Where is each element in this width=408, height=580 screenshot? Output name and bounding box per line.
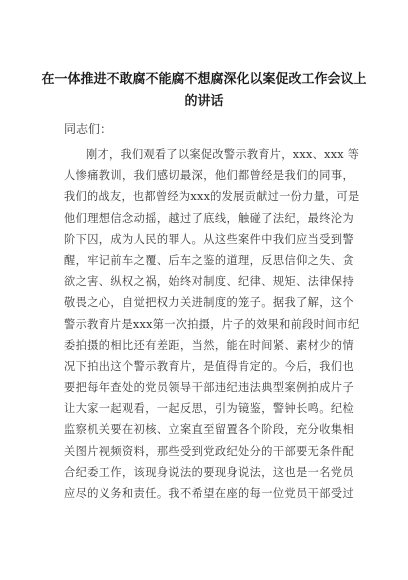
document-title-line-2: 的讲话 xyxy=(184,94,224,109)
document-title-line-1: 在一体推进不敢腐不能腐不想腐深化以案促改工作会议上 xyxy=(41,72,367,87)
body-line: 要把每年查处的党员领导干部违纪违法典型案例拍成片子 xyxy=(64,381,354,395)
body-line: 敬畏之心，自觉把权力关进制度的笼子。据我了解，这个 xyxy=(64,296,354,310)
body-line: 刚才，我们观看了以案促改警示教育片，xxx、xxx 等 xyxy=(86,148,360,161)
body-line: 人惨痛教训，我们感切最深，他们都曾经是我们的同事， xyxy=(64,169,354,183)
salutation: 同志们： xyxy=(64,122,113,136)
body-line: 监察机关要在初核、立案直至留置各个阶段，充分收集相 xyxy=(64,423,354,437)
body-line: 况下拍出这个警示教育片，是值得肯定的。今后，我们也 xyxy=(64,359,354,373)
body-line: 应尽的义务和责任。我不希望在座的每一位党员干部受过 xyxy=(64,487,354,500)
body-line: 委拍摄的相比还有差距，当然，能在时间紧、素材少的情 xyxy=(64,338,354,352)
body-line: 他们理想信念动摇，越过了底线，触碰了法纪，最终沦为 xyxy=(64,211,354,225)
body-line: 阶下囚，成为人民的罪人。从这些案件中我们应当受到警 xyxy=(64,232,354,246)
body-line: 欲之害、纵权之祸，始终对制度、纪律、规矩、法律保持 xyxy=(64,275,354,289)
body-line: 合纪委工作，该现身说法的要现身说法，这也是一名党员 xyxy=(64,465,354,479)
body-line: 醒，牢记前车之覆、后车之鉴的道理，反思信仰之失、贪 xyxy=(64,253,354,267)
speech-body xyxy=(64,144,360,504)
body-line: 让大家一起观看，一起反思，引为镜鉴，警钟长鸣。纪检 xyxy=(64,402,354,416)
body-line: 关图片视频资料，那些受到党政纪处分的干部要无条件配 xyxy=(64,444,354,458)
body-line: 我们的战友，也都曾经为xxx的发展贡献过一份力量，可是 xyxy=(64,190,360,204)
body-line: 警示教育片是xxx第一次拍摄，片子的效果和前段时间市纪 xyxy=(64,317,360,331)
